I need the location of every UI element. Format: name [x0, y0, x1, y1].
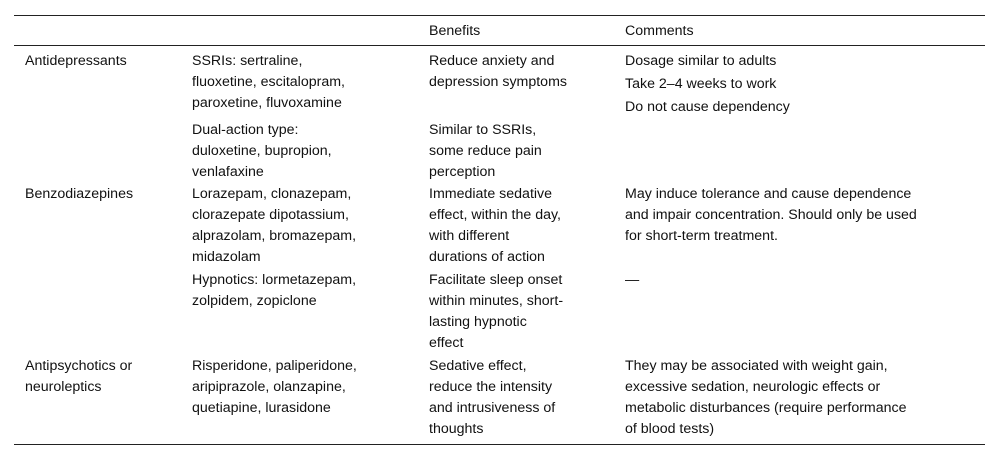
comment-line: Do not cause dependency: [625, 99, 790, 115]
row-drugs: [192, 120, 332, 183]
header-rule: [14, 45, 985, 46]
drug-line: duloxetine, bupropion,: [192, 143, 332, 159]
benefit-line: reduce the intensity: [429, 379, 553, 395]
row-drugs: [192, 356, 357, 419]
drug-line: paroxetine, fluvoxamine: [192, 95, 342, 111]
row-comments: [625, 51, 790, 120]
benefit-line: lasting hypnotic: [429, 314, 527, 330]
row-benefits: [429, 356, 555, 440]
benefit-line: Reduce anxiety and: [429, 53, 555, 69]
bottom-rule: [14, 444, 985, 445]
drug-line: fluoxetine, escitalopram,: [192, 74, 345, 90]
benefit-line: durations of action: [429, 249, 545, 265]
benefit-line: effect: [429, 335, 464, 351]
row-drugs: [192, 184, 356, 268]
row-benefits: [429, 51, 567, 93]
benefit-line: with different: [429, 228, 510, 244]
row-category: Antidepressants: [25, 53, 127, 69]
benefit-line: thoughts: [429, 421, 484, 437]
drug-line: zolpidem, zopiclone: [192, 293, 317, 309]
drug-line: aripiprazole, olanzapine,: [192, 379, 346, 395]
row-benefits: [429, 120, 542, 183]
comment-line: May induce tolerance and cause dependence: [625, 186, 912, 202]
drug-line: clorazepate dipotassium,: [192, 207, 349, 223]
comment-line: Dosage similar to adults: [625, 53, 777, 69]
comment-line: They may be associated with weight gain,: [625, 358, 888, 374]
drug-line: venlafaxine: [192, 164, 264, 180]
header-comments: Comments: [625, 23, 694, 39]
row-category: Antipsychotics or neuroleptics: [25, 358, 133, 395]
benefit-line: within minutes, short-: [429, 293, 564, 309]
row-category: Benzodiazepines: [25, 186, 134, 202]
comment-line: for short-term treatment.: [625, 228, 778, 244]
drug-line: alprazolam, bromazepam,: [192, 228, 357, 244]
comment-line: and impair concentration. Should only be used: [625, 207, 917, 223]
row-comments: [625, 356, 907, 440]
row-comments: [625, 270, 639, 291]
comment-line: —: [625, 272, 640, 288]
comment-line: excessive sedation, neurologic effects or: [625, 379, 881, 395]
benefit-line: Similar to SSRIs,: [429, 122, 537, 138]
row-drugs: [192, 270, 356, 312]
header-benefits: Benefits: [429, 23, 481, 39]
benefit-line: and intrusiveness of: [429, 400, 556, 416]
benefit-line: Facilitate sleep onset: [429, 272, 563, 288]
drug-line: midazolam: [192, 249, 261, 265]
top-rule: [14, 15, 985, 16]
row-comments: [625, 184, 917, 247]
benefit-line: depression symptoms: [429, 74, 567, 90]
drug-line: quetiapine, lurasidone: [192, 400, 331, 416]
comment-line: metabolic disturbances (require performance: [625, 400, 907, 416]
row-benefits: [429, 184, 561, 268]
benefit-line: perception: [429, 164, 496, 180]
row-drugs: [192, 51, 345, 114]
benefit-line: Immediate sedative: [429, 186, 553, 202]
benefit-line: some reduce pain: [429, 143, 542, 159]
benefit-line: effect, within the day,: [429, 207, 561, 223]
comment-line: Take 2–4 weeks to work: [625, 76, 777, 92]
drug-line: SSRIs: sertraline,: [192, 53, 303, 69]
comment-line: of blood tests): [625, 421, 715, 437]
drug-line: Lorazepam, clonazepam,: [192, 186, 352, 202]
drug-line: Risperidone, paliperidone,: [192, 358, 357, 374]
drug-line: Hypnotics: lormetazepam,: [192, 272, 357, 288]
row-benefits: [429, 270, 563, 354]
benefit-line: Sedative effect,: [429, 358, 527, 374]
drug-line: Dual-action type:: [192, 122, 299, 138]
